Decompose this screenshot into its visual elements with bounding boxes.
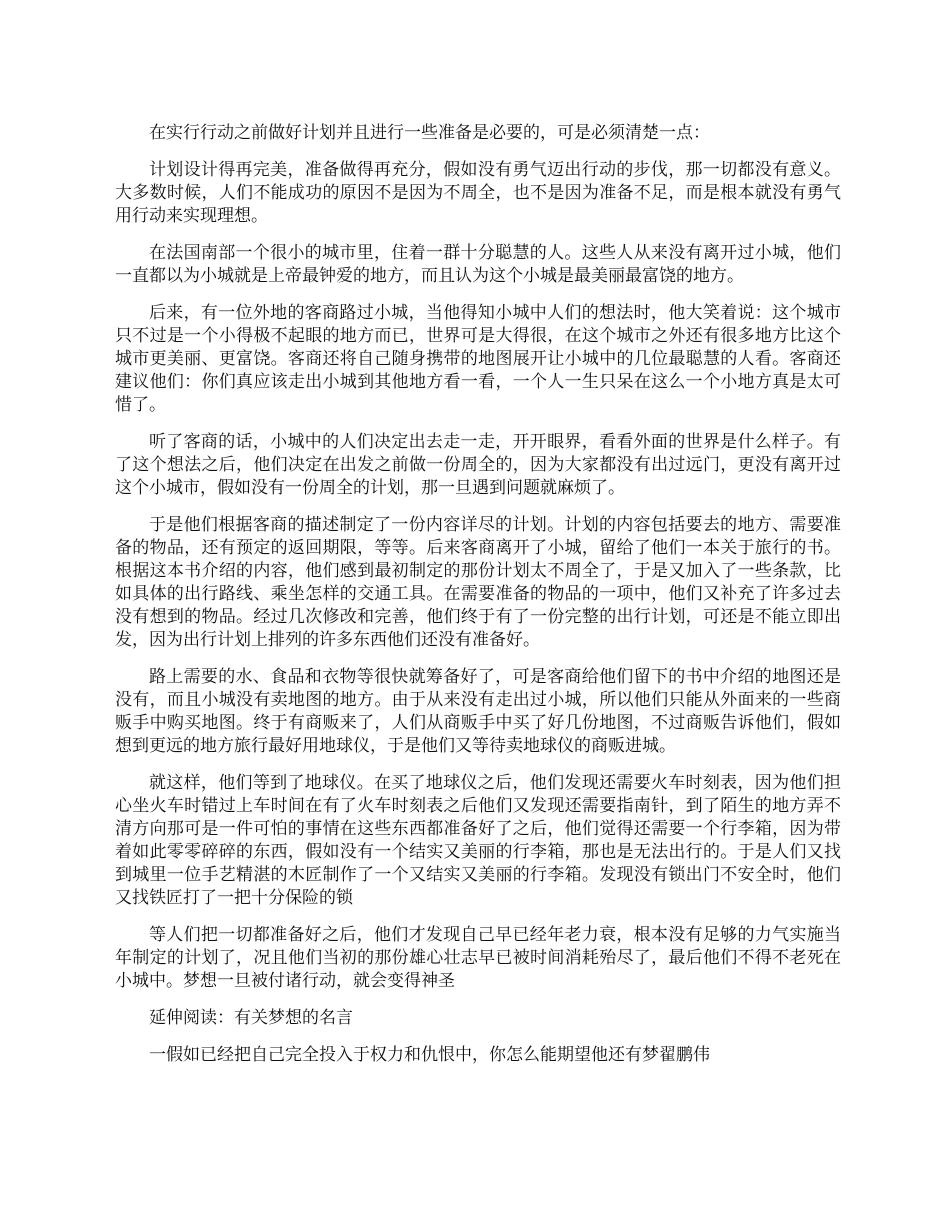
paragraph-small-city: 在法国南部一个很小的城市里，住着一群十分聪慧的人。这些人从来没有离开过小城，他们一直都以为小城就是上帝最钟爱的地方，而且认为这个小城是最美丽最富饶的地方。 [115, 243, 841, 286]
paragraph-merchant: 后来，有一位外地的客商路过小城，当他得知小城中人们的想法时，他大笑着说：这个城市只不过是一个小得极不起眼的地方而已，世界可是大得很，在这个城市之外还有很多地方比这个城市更美丽、更富饶。客商还将自己随身携带的地图展开让小城中的几位最聪慧的人看。客商还建议他们：你们真应该走出小城到其他地方看一看，一个人一生只呆在这么一个小地方真是太可惜了。 [115, 303, 841, 415]
paragraph-supplies: 路上需要的水、食品和衣物等很快就筹备好了，可是客商给他们留下的书中介绍的地图还是没有，而且小城没有卖地图的地方。由于从来没有走出过小城，所以他们只能从外面来的一些商贩手中购买地图。终于有商贩来了，人们从商贩手中买了好几份地图，不过商贩告诉他们，假如想到更远的地方旅行最好用地球仪，于是他们又等待卖地球仪的商贩进城。 [115, 667, 841, 756]
document-body [115, 122, 841, 1081]
paragraph-courage: 计划设计得再完美，准备做得再充分，假如没有勇气迈出行动的步伐，那一切都没有意义。大多数时候，人们不能成功的原因不是因为不周全，也不是因为准备不足，而是根本就没有勇气用行动来实现理想。 [115, 160, 841, 226]
paragraph-globe: 就这样，他们等到了地球仪。在买了地球仪之后，他们发现还需要火车时刻表，因为他们担心坐火车时错过上车时间在有了火车时刻表之后他们又发现还需要指南针，到了陌生的地方弄不清方向那可是一件可怕的事情在这些东西都准备好了之后，他们觉得还需要一个行李箱，因为带着如此零零碎碎的东西，假如没有一个结实又美丽的行李箱，那也是无法出行的。于是人们又找到城里一位手艺精湛的木匠制作了一个又结实又美丽的行李箱。发现没有锁出门不安全时，他们又找铁匠打了一把十分保险的锁 [115, 773, 841, 908]
paragraph-decision: 听了客商的话，小城中的人们决定出去走一走，开开眼界，看看外面的世界是什么样子。有了这个想法之后，他们决定在出发之前做一份周全的，因为大家都没有出过远门，更没有离开过这个小城市，假如没有一份周全的计划，那一旦遇到问题就麻烦了。 [115, 432, 841, 498]
paragraph-further-reading: 延伸阅读：有关梦想的名言 [149, 1008, 353, 1028]
paragraph-plan: 于是他们根据客商的描述制定了一份内容详尽的计划。计划的内容包括要去的地方、需要准备的物品，还有预定的返回期限，等等。后来客商离开了小城，留给了他们一本关于旅行的书。根据这本书介绍的内容，他们感到最初制定的那份计划太不周全了，于是又加入了一些条款，比如具体的出行路线、乘坐怎样的交通工具。在需要准备的物品的一项中，他们又补充了许多过去没有想到的物品。经过几次修改和完善，他们终于有了一份完整的出行计划，可还是不能立即出发，因为出行计划上排列的许多东西他们还没有准备好。 [115, 515, 841, 650]
paragraph-quote: 一假如已经把自己完全投入于权力和仇恨中，你怎么能期望他还有梦翟鹏伟 [149, 1045, 710, 1065]
paragraph-intro: 在实行行动之前做好计划并且进行一些准备是必要的，可是必须清楚一点： [149, 123, 710, 143]
paragraph-ending: 等人们把一切都准备好之后，他们才发现自己早已经年老力衰，根本没有足够的力气实施当年制定的计划了，况且他们当初的那份雄心壮志早已被时间消耗殆尽了，最后他们不得不老死在小城中。梦想一旦被付诸行动，就会变得神圣 [115, 925, 841, 991]
